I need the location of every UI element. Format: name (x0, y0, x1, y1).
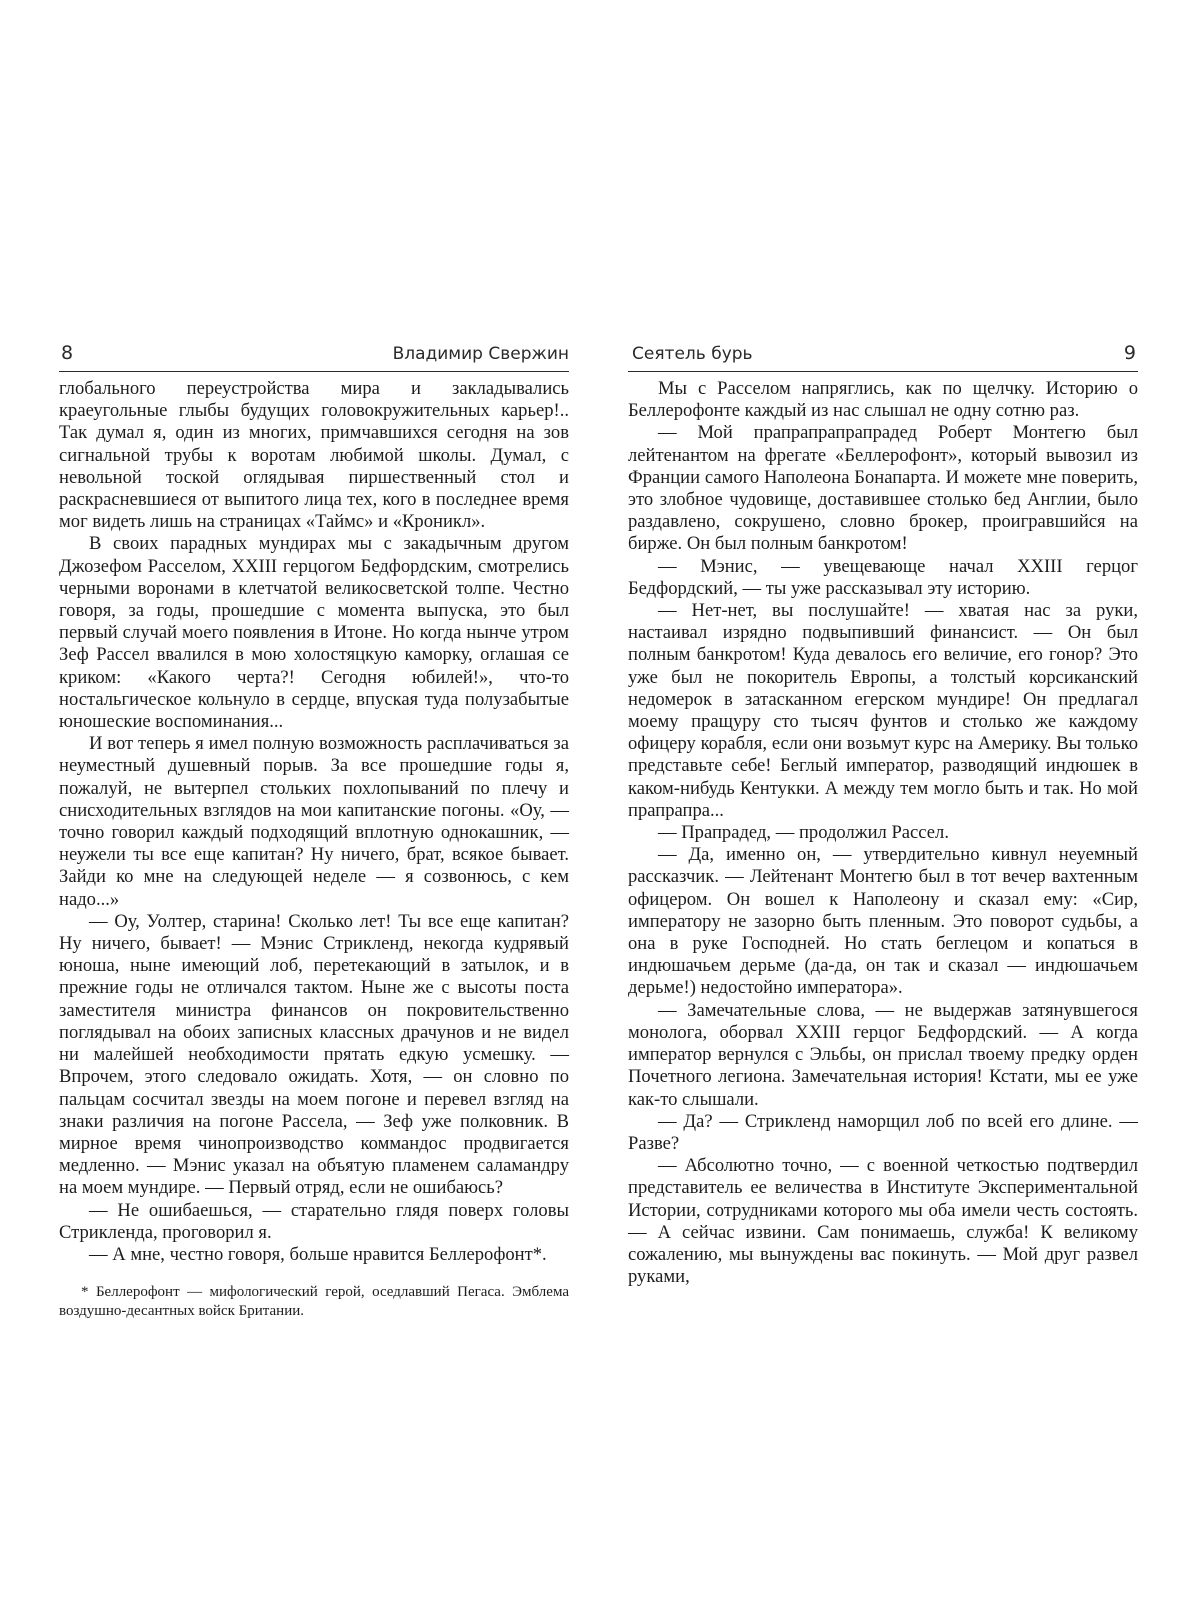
paragraph: — Да? — Стрикленд наморщил лоб по всей его длине. — Разве? (628, 1110, 1138, 1154)
paragraph: — Замечательные слова, — не выдержав затянувшегося монолога, оборвал XXIII герцог Бедфордский. — А когда император вернулся с Эльбы, он прислал твоему предку орден Почетного легиона. Замечательная история! Кстати, мы ее уже как-то слышали. (628, 999, 1138, 1110)
paragraph: глобального переустройства мира и закладывались краеугольные глыбы будущих головокружительных карьер!.. Так думал я, один из многих, примчавшихся сегодня на зов сигнальной трубы к воротам любимой школы. Думал, с невольной тоской оглядывая пиршественный стол и раскрасневшиеся от выпитого лица тех, кого в последнее время мог видеть лишь на страницах «Таймс» и «Кроникл». (59, 378, 569, 533)
paragraph: И вот теперь я имел полную возможность расплачиваться за неуместный душевный порыв. За все прошедшие годы я, пожалуй, не вытерпел стольких похлопываний по плечу и снисходительных взглядов на мои капитанские погоны. «Оу, — точно говорил каждый подходящий вплотную однокашник, — неужели ты все еще капитан? Ну ничего, брат, всякое бывает. Зайди ко мне на следующей неделе — я созвонюсь, с кем надо...» (59, 733, 569, 910)
left-body-text (59, 378, 569, 1266)
paragraph: — Оу, Уолтер, старина! Сколько лет! Ты все еще капитан? Ну ничего, бывает! — Мэнис Стрикленд, некогда кудрявый юноша, ныне имеющий лоб, перетекающий в затылок, и в прежние годы не отличался тактом. Ныне же с высоты поста заместителя министра финансов он покровительственно поглядывал на обоих записных классных драчунов и не видел ни малейшей необходимости прятать едкую усмешку. — Впрочем, этого следовало ожидать. Хотя, — он словно по пальцам сосчитал звезды на моем погоне и перевел взгляд на знаки различия на погоне Рассела, — Зеф уже полковник. В мирное время чинопроизводство коммандос продвигается медленно. — Мэнис указал на объятую пламенем саламандру на моем мундире. — Первый отряд, если не ошибаюсь? (59, 910, 569, 1199)
right-running-head (628, 343, 1138, 369)
paragraph: — А мне, честно говоря, больше нравится Беллерофонт*. (89, 1243, 547, 1265)
right-running-title: Сеятель бурь (632, 344, 753, 364)
paragraph: В своих парадных мундирах мы с закадычным другом Джозефом Расселом, XXIII герцогом Бедфордским, смотрелись черными воронами в клетчатой великосветской толпе. Честно говоря, за годы, прошедшие с момента выпуска, это был первый случай моего появления в Итоне. Но когда нынче утром Зеф Рассел ввалился в мою холостяцкую каморку, оглашая се криком: «Какого черта?! Сегодня юбилей!», что-то ностальгическое кольнуло в сердце, впуская туда полузабытые юношеские воспоминания... (59, 533, 569, 733)
right-body-text (628, 378, 1138, 1288)
right-page (628, 343, 1138, 1288)
paragraph: — Да, именно он, — утвердительно кивнул неуемный рассказчик. — Лейтенант Монтегю был в тот вечер вахтенным офицером. Он вошел к Наполеону и сказал ему: «Сир, императору не зазорно быть пленным. Это поворот судьбы, а она в руке Господней. Но стать беглецом и копаться в индюшачьем дерьме (да-да, он так и сказал — индюшачьем дерьме!) недостойно императора». (628, 844, 1138, 999)
paragraph: Мы с Расселом напряглись, как по щелчку. Историю о Беллерофонте каждый из нас слышал не одну сотню раз. (628, 378, 1138, 422)
paragraph: — Мой прапрапрапрапрадед Роберт Монтегю был лейтенантом на фрегате «Беллерофонт», который вывозил из Франции самого Наполеона Бонапарта. И можете мне поверить, это злобное чудовище, доставившее столько бед Англии, было раздавлено, сокрушено, словно брокер, проигравшийся на бирже. Он был полным банкротом! (628, 422, 1138, 555)
left-page-number: 8 (61, 342, 74, 364)
paragraph: — Абсолютно точно, — с военной четкостью подтвердил представитель ее величества в Институте Экспериментальной Истории, сотрудниками которого мы оба имели честь состоять. — А сейчас извини. Сам понимаешь, служба! К великому сожалению, мы вынуждены вас покинуть. — Мой друг развел руками, (628, 1155, 1138, 1288)
paragraph: — Нет-нет, вы послушайте! — хватая нас за руки, настаивал изрядно подвыпивший финансист. — Он был полным банкротом! Куда девалось его величие, его гонор? Это уже был не покоритель Европы, а толстый корсиканский недомерок в затасканном егерском мундире! Он предлагал моему пращуру сто тысяч фунтов и столько же каждому офицеру корабля, если они возьмут курс на Америку. Вы только представьте себе! Беглый император, разводящий индюшек в каком-нибудь Кентукки. А между тем могло быть и так. Но мой прапрапра... (628, 600, 1138, 821)
paragraph: — Мэнис, — увещевающе начал XXIII герцог Бедфордский, — ты уже рассказывал эту историю. (628, 555, 1138, 599)
right-page-number: 9 (1123, 342, 1136, 364)
paragraph: — Прапрадед, — продолжил Рассел. (658, 822, 949, 844)
right-header-rule (628, 371, 1138, 372)
footnote: * Беллерофонт — мифологический герой, оседлавший Пегаса. Эмблема воздушно-десантных войск Британии. (59, 1284, 569, 1320)
left-header-rule (59, 371, 569, 372)
left-running-title: Владимир Свержин (392, 344, 569, 364)
left-page (59, 343, 569, 1321)
paragraph: — Не ошибаешься, — старательно глядя поверх головы Стрикленда, проговорил я. (59, 1199, 569, 1243)
left-running-head (59, 343, 569, 369)
